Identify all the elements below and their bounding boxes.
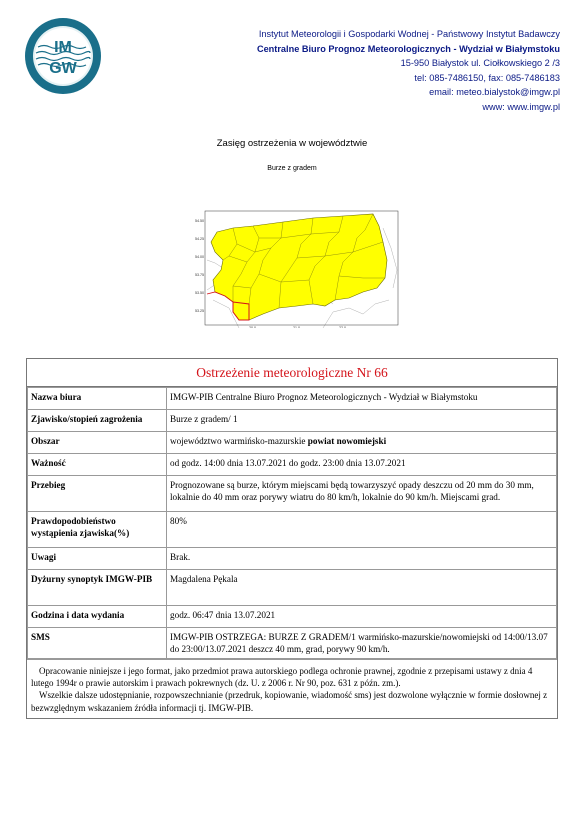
y-tick: 53.25 [195,309,204,313]
row-value [167,432,557,454]
x-tick: 20.0 [249,326,256,328]
y-tick: 53.75 [195,273,204,277]
row-label: Uwagi [28,548,167,570]
imgw-logo [24,17,102,95]
logo-text-top: IM [54,39,72,56]
row-value: IMGW-PIB Centralne Biuro Prognoz Meteorologicznych - Wydział w Białymstoku [167,388,557,410]
table-row [28,570,557,606]
logo-text-bottom: GW [49,60,77,77]
table-row [28,476,557,512]
row-label: Prawdopodobieństwo wystąpienia zjawiska(%) [28,512,167,548]
copyright-paragraph: Opracowanie niniejsze i jego format, jako przedmiot prawa autorskiego podlega ochronie prawnej, zgodnie z przepisami ustawy z dnia 4 lutego 1994r o prawie autorskim i prawach pokrewnych (dz. U. z 2006 r. Nr 90, poz. 631 z późn. zm.). [31,666,533,689]
row-label: Nazwa biura [28,388,167,410]
table-row [28,606,557,628]
row-label: Zjawisko/stopień zagrożenia [28,410,167,432]
row-label: Obszar [28,432,167,454]
y-tick: 54.50 [195,219,204,223]
map-title: Zasięg ostrzeżenia w województwie [216,138,368,149]
table-row [28,548,557,570]
www-link[interactable]: www: www.imgw.pl [482,101,560,112]
phone-fax: tel: 085-7486150, fax: 085-7486183 [414,72,560,83]
table-row [28,388,557,410]
office-name: Centralne Biuro Prognoz Meteorologicznych - Wydział w Białymstoku [256,43,560,54]
copyright-notice [27,659,557,718]
copyright-paragraph: Wszelkie dalsze udostępnianie, rozpowszechnianie (przedruk, kopiowanie, wiadomość sms) jest dozwolone wyłącznie w formie dosłownej z bezwzględnym wskazaniem źródła informacji tj. IMGW-PIB. [31,690,548,713]
table-row [28,432,557,454]
institute-info [257,27,560,114]
row-value: Prognozowane są burze, którym miejscami będą towarzyszyć opady deszczu od 20 mm do 30 mm, lokalnie do 40 mm oraz porywy wiatru do 80 km/h, lokalnie do 90 km/h. Miejscami grad. [167,476,557,512]
table-row [28,454,557,476]
table-row [28,512,557,548]
row-value: Brak. [167,548,557,570]
area-region: województwo warmińsko-mazurskie [170,436,308,446]
x-tick: 22.0 [339,326,346,328]
row-value: Burze z gradem/ 1 [167,410,557,432]
row-label: Dyżurny synoptyk IMGW-PIB [28,570,167,606]
y-tick: 54.25 [195,237,204,241]
area-powiat: powiat nowomiejski [307,436,387,446]
institute-name: Instytut Meteorologii i Gospodarki Wodnej - Państwowy Instytut Badawczy [258,29,560,39]
row-label: SMS [28,628,167,659]
warning-table [26,358,558,719]
table-row [28,410,557,432]
row-value: godz. 06:47 dnia 13.07.2021 [167,606,557,628]
row-label: Godzina i data wydania [28,606,167,628]
table-row [28,628,557,659]
row-value: 80% [167,512,557,548]
row-value: Magdalena Pękala [167,570,557,606]
row-value: IMGW-PIB OSTRZEGA: BURZE Z GRADEM/1 warmińsko-mazurskie/nowomiejski od 14:00/13.07 do 23:00/13.07.2021 deszcz 40 mm, grad, porywy 90 km/h. [167,628,557,659]
address: 15-950 Białystok ul. Ciołkowskiego 2 /3 [400,58,560,68]
row-value: od godz. 14:00 dnia 13.07.2021 do godz. 23:00 dnia 13.07.2021 [167,454,557,476]
warning-title: Ostrzeżenie meteorologiczne Nr 66 [27,359,557,387]
x-tick: 21.0 [293,326,300,328]
email-link[interactable]: email: meteo.bialystok@imgw.pl [429,87,560,97]
map-subtitle: Burze z gradem [267,165,317,172]
y-tick: 53.50 [195,291,204,295]
warning-area-map [193,208,401,328]
row-label: Ważność [28,454,167,476]
y-tick: 54.00 [195,255,204,259]
row-label: Przebieg [28,476,167,512]
